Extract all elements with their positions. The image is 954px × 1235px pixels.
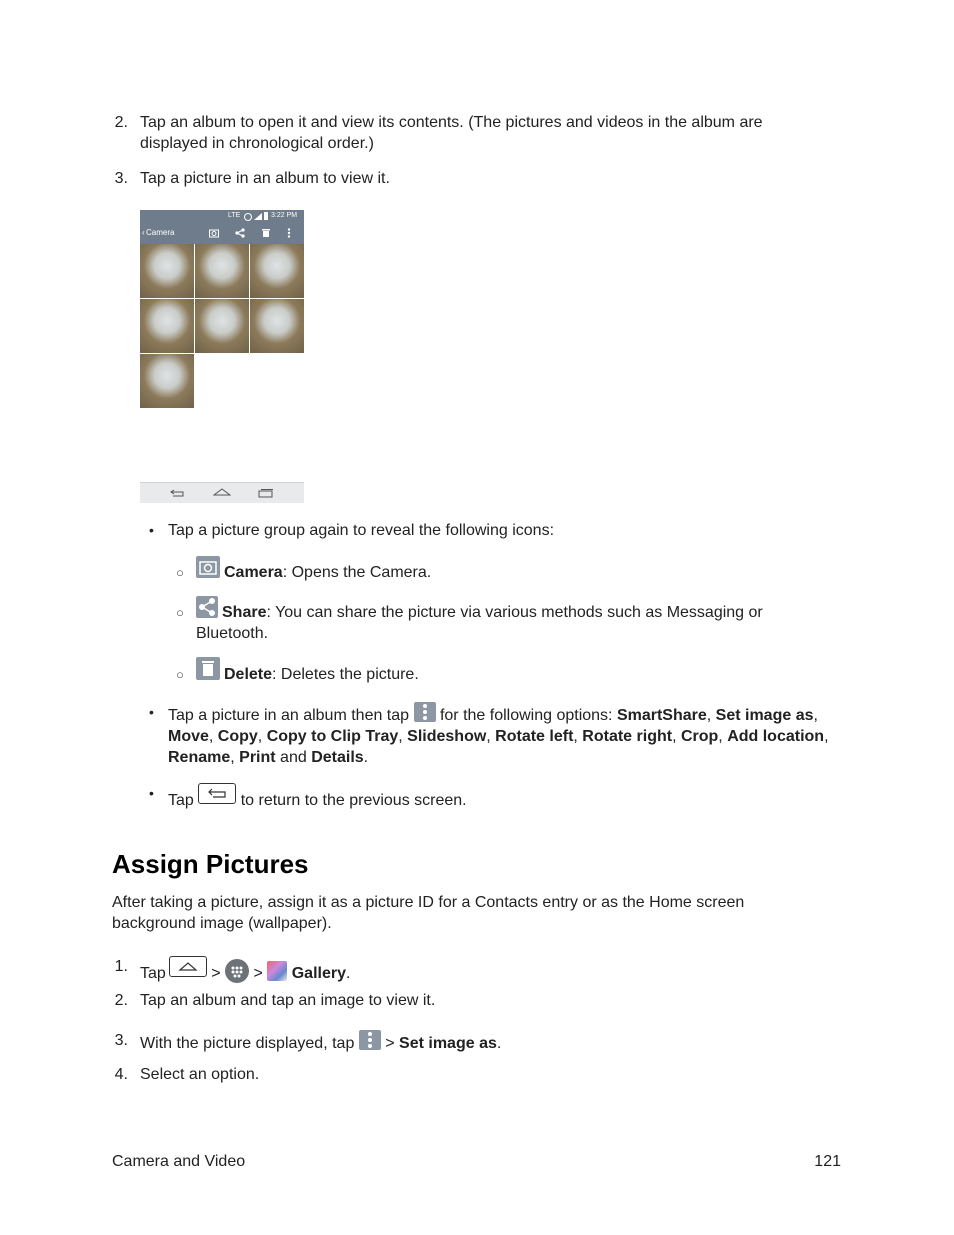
step-text: Tap > > Gallery.	[140, 956, 350, 984]
photo-thumbnail[interactable]	[140, 299, 194, 353]
sub-bullet: ○	[176, 667, 184, 682]
delete-label: Delete	[224, 666, 273, 683]
home-icon	[169, 956, 207, 977]
step-number: 3.	[114, 170, 128, 187]
option-crop: Crop	[680, 728, 719, 745]
step-number: 2.	[114, 114, 128, 131]
more-vertical-icon	[414, 702, 436, 722]
options-pre: Tap a picture in an album then tap	[168, 707, 410, 724]
section-intro: After taking a picture, assign it as a picture ID for a Contacts entry or as the Home screen background image (wallpaper).	[112, 894, 745, 932]
bullet: •	[149, 522, 154, 538]
lte-indicator: LTE	[228, 212, 241, 219]
option-move: Move	[168, 728, 209, 745]
chevron-left-icon[interactable]: ‹	[142, 228, 145, 237]
action-bar	[140, 222, 304, 244]
bullet: •	[149, 704, 154, 720]
photo-thumbnail[interactable]	[195, 244, 249, 298]
option-copy-to-clip-tray: Copy to Clip Tray	[266, 728, 399, 745]
step-pre: With the picture displayed, tap	[140, 1035, 355, 1052]
photo-thumbnail[interactable]	[195, 299, 249, 353]
back-label[interactable]: Camera	[146, 228, 175, 237]
options-paragraph: Tap a picture in an album then tap for the following options: SmartShare, Set image as, Move, Copy, Copy to Clip Tray, Slideshow, Rotate left, Rotate right, Crop, Add location, Rename, Print and Details.	[168, 702, 848, 768]
camera-icon[interactable]	[209, 228, 219, 238]
step-text: Tap a picture in an album to view it.	[140, 170, 390, 187]
camera-description: : Opens the Camera.	[282, 564, 432, 581]
gallery-screenshot	[140, 210, 304, 502]
option-copy: Copy	[217, 728, 258, 745]
battery-icon	[264, 212, 268, 220]
gallery-icon	[267, 961, 287, 981]
share-desc	[196, 602, 796, 644]
set-image-as-label: Set image as	[399, 1035, 497, 1052]
bluetooth-icon	[244, 213, 252, 221]
status-bar	[140, 210, 304, 222]
photo-thumbnail[interactable]	[250, 299, 304, 353]
camera-desc	[224, 562, 431, 583]
back-icon	[198, 783, 236, 804]
photo-thumbnail[interactable]	[140, 354, 194, 408]
step-text: Tap an album and tap an image to view it.	[140, 992, 436, 1009]
step-text: Select an option.	[140, 1066, 260, 1083]
sub-bullet: ○	[176, 565, 184, 580]
option-print: Print	[239, 749, 276, 766]
options-mid: for the following options:	[435, 707, 617, 724]
step-number: 3.	[114, 1032, 128, 1049]
share-icon[interactable]	[235, 228, 245, 238]
share-description: : You can share the picture via various methods such as Messaging or Bluetooth.	[196, 604, 763, 642]
photo-thumbnail[interactable]	[250, 244, 304, 298]
recent-apps-icon[interactable]	[258, 488, 274, 498]
option-smartshare: SmartShare	[616, 707, 707, 724]
navigation-bar	[140, 482, 304, 503]
sub-bullet: ○	[176, 605, 184, 620]
signal-icon	[254, 213, 262, 220]
photo-thumbnail[interactable]	[140, 244, 194, 298]
gallery-label: Gallery	[291, 965, 346, 982]
step-text: With the picture displayed, tap > Set image as.	[140, 1030, 501, 1054]
step-number: 1.	[114, 958, 128, 975]
page-number: 121	[814, 1153, 841, 1170]
step-pre: Tap	[140, 965, 166, 982]
back-icon[interactable]	[170, 488, 186, 498]
home-icon[interactable]	[213, 487, 231, 497]
trash-icon[interactable]	[261, 228, 271, 238]
camera-label: Camera	[224, 564, 283, 581]
return-paragraph	[168, 783, 467, 811]
trash-icon	[196, 657, 220, 680]
delete-desc	[224, 664, 419, 685]
section-title: Assign Pictures	[112, 849, 309, 879]
step-text: Tap an album to open it and view its contents. (The pictures and videos in the album are displayed in chronological order.)	[140, 114, 763, 152]
return-post: to return to the previous screen.	[240, 792, 467, 809]
share-label: Share	[222, 604, 267, 621]
option-add-location: Add location	[727, 728, 825, 745]
bullet: •	[149, 785, 154, 801]
option-slideshow: Slideshow	[407, 728, 487, 745]
step-number: 2.	[114, 992, 128, 1009]
apps-icon	[225, 959, 249, 983]
camera-icon	[196, 556, 220, 578]
status-time: 3:22 PM	[271, 212, 298, 219]
option-details: Details	[311, 749, 364, 766]
more-vertical-icon	[359, 1030, 381, 1050]
bullet-text: Tap a picture group again to reveal the following icons:	[168, 522, 555, 539]
step-number: 4.	[114, 1066, 128, 1083]
return-pre: Tap	[168, 792, 194, 809]
option-rotate-right: Rotate right	[582, 728, 673, 745]
option-rename: Rename	[168, 749, 231, 766]
delete-description: : Deletes the picture.	[272, 666, 419, 683]
footer-section: Camera and Video	[112, 1153, 246, 1170]
option-rotate-left: Rotate left	[495, 728, 574, 745]
and-word: and	[280, 749, 307, 766]
more-vertical-icon[interactable]	[287, 228, 291, 238]
option-set-image-as: Set image as	[715, 707, 814, 724]
